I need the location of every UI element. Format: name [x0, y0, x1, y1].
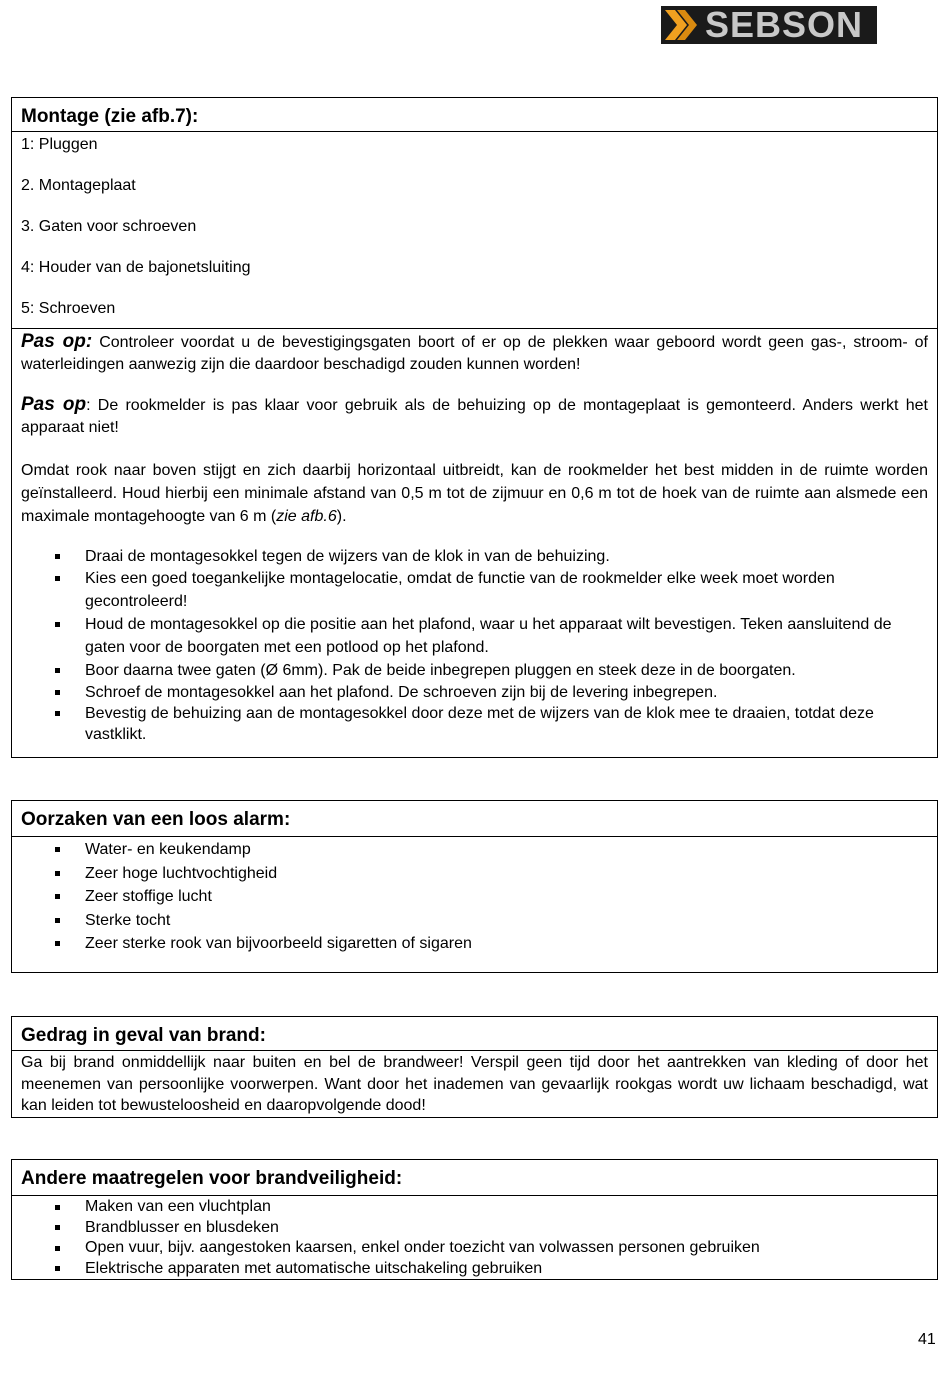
warning-label: Pas op:: [21, 331, 93, 352]
list-item: Elektrische apparaten met automatische uitschakeling gebruiken: [12, 1259, 937, 1280]
list-item: 3. Gaten voor schroeven: [21, 218, 197, 235]
brand-logo: [661, 6, 877, 44]
warning-text: Controleer voordat u de bevestigingsgaten boort of er op de plekken waar geboord wordt geen gas-, stroom- of waterleidingen aanwezig zijn die daardoor beschadigd zouden kunnen worden!: [21, 334, 928, 373]
figure-reference: zie afb.6: [276, 508, 337, 525]
chevron-arrow-icon: [661, 6, 701, 44]
warning-label: Pas op: [21, 394, 87, 415]
warning-text: : De rookmelder is pas klaar voor gebruik als de behuizing op de montageplaat is gemonteerd. Anders werkt het apparaat niet!: [21, 397, 928, 436]
fire-behaviour-title: Gedrag in geval van brand:: [12, 1017, 937, 1051]
false-alarm-list: [12, 838, 937, 956]
fire-behaviour-section: [11, 1016, 938, 1118]
warning-paragraph-2: [12, 394, 937, 439]
list-item: Zeer stoffige lucht: [12, 885, 937, 909]
list-item: Boor daarna twee gaten (Ø 6mm). Pak de beide inbegrepen pluggen en steek deze in de boorgaten.: [12, 659, 937, 682]
montage-parts-list: [12, 132, 937, 328]
other-measures-section: [11, 1159, 938, 1280]
fire-behaviour-text: Ga bij brand onmiddellijk naar buiten en bel de brandweer! Verspil geen tijd door het aantrekken van kleding of door het meenemen van persoonlijke voorwerpen. Want door het inademen van gevaarlijk rookgas wordt uw lichaam beschadigd, wat kan leiden tot bewusteloosheid en daaropvolgende dood!: [21, 1054, 928, 1114]
list-item: Open vuur, bijv. aangestoken kaarsen, enkel onder toezicht van volwassen personen gebruiken: [12, 1238, 937, 1259]
list-item: Zeer hoge luchtvochtigheid: [12, 862, 937, 886]
paragraph-text: ).: [336, 508, 347, 525]
paragraph-text: Omdat rook naar boven stijgt en zich daarbij horizontaal uitbreidt, kan de rookmelder het best midden in de ruimte worden geïnstalleerd. Houd hierbij een minimale afstand van 0,5 m tot de zijmuur en 0,6 m tot de hoek van de ruimte aan alsmede een maximale montagehoogte van 6 m (: [21, 462, 928, 525]
false-alarm-title: Oorzaken van een loos alarm:: [12, 801, 937, 837]
list-item: Kies een goed toegankelijke montagelocatie, omdat de functie van de rookmelder elke week moet worden gecontroleerd!: [12, 567, 937, 613]
list-item: 4: Houder van de bajonetsluiting: [21, 259, 251, 276]
list-item: Draai de montagesokkel tegen de wijzers van de klok in van de behuizing.: [12, 546, 937, 567]
list-item: Houd de montagesokkel op die positie aan het plafond, waar u het apparaat wilt bevestigen. Teken aansluitend de gaten voor de boorgaten met een potlood op het plafond.: [12, 613, 937, 659]
warning-paragraph-1: [12, 331, 937, 376]
list-item: 5: Schroeven: [21, 300, 116, 317]
list-item: 2. Montageplaat: [21, 177, 136, 194]
montage-section: [11, 97, 938, 758]
installation-paragraph: [12, 459, 937, 528]
brand-name: SEBSON: [705, 4, 864, 45]
list-item: Sterke tocht: [12, 909, 937, 933]
page-number: 41: [918, 1331, 936, 1348]
other-measures-list: [12, 1197, 937, 1279]
list-item: Brandblusser en blusdeken: [12, 1218, 937, 1239]
montage-steps: [12, 546, 937, 745]
divider: [12, 328, 937, 329]
list-item: Bevestig de behuizing aan de montagesokkel door deze met de wijzers van de klok mee te draaien, totdat deze vastklikt.: [12, 703, 937, 745]
montage-title: Montage (zie afb.7):: [12, 98, 937, 132]
false-alarm-section: [11, 800, 938, 973]
list-item: Zeer sterke rook van bijvoorbeeld sigaretten of sigaren: [12, 932, 937, 956]
other-measures-title: Andere maatregelen voor brandveiligheid:: [12, 1160, 937, 1196]
list-item: 1: Pluggen: [21, 136, 98, 153]
list-item: Schroef de montagesokkel aan het plafond. De schroeven zijn bij de levering inbegrepen.: [12, 682, 937, 703]
list-item: Maken van een vluchtplan: [12, 1197, 937, 1218]
list-item: Water- en keukendamp: [12, 838, 937, 862]
